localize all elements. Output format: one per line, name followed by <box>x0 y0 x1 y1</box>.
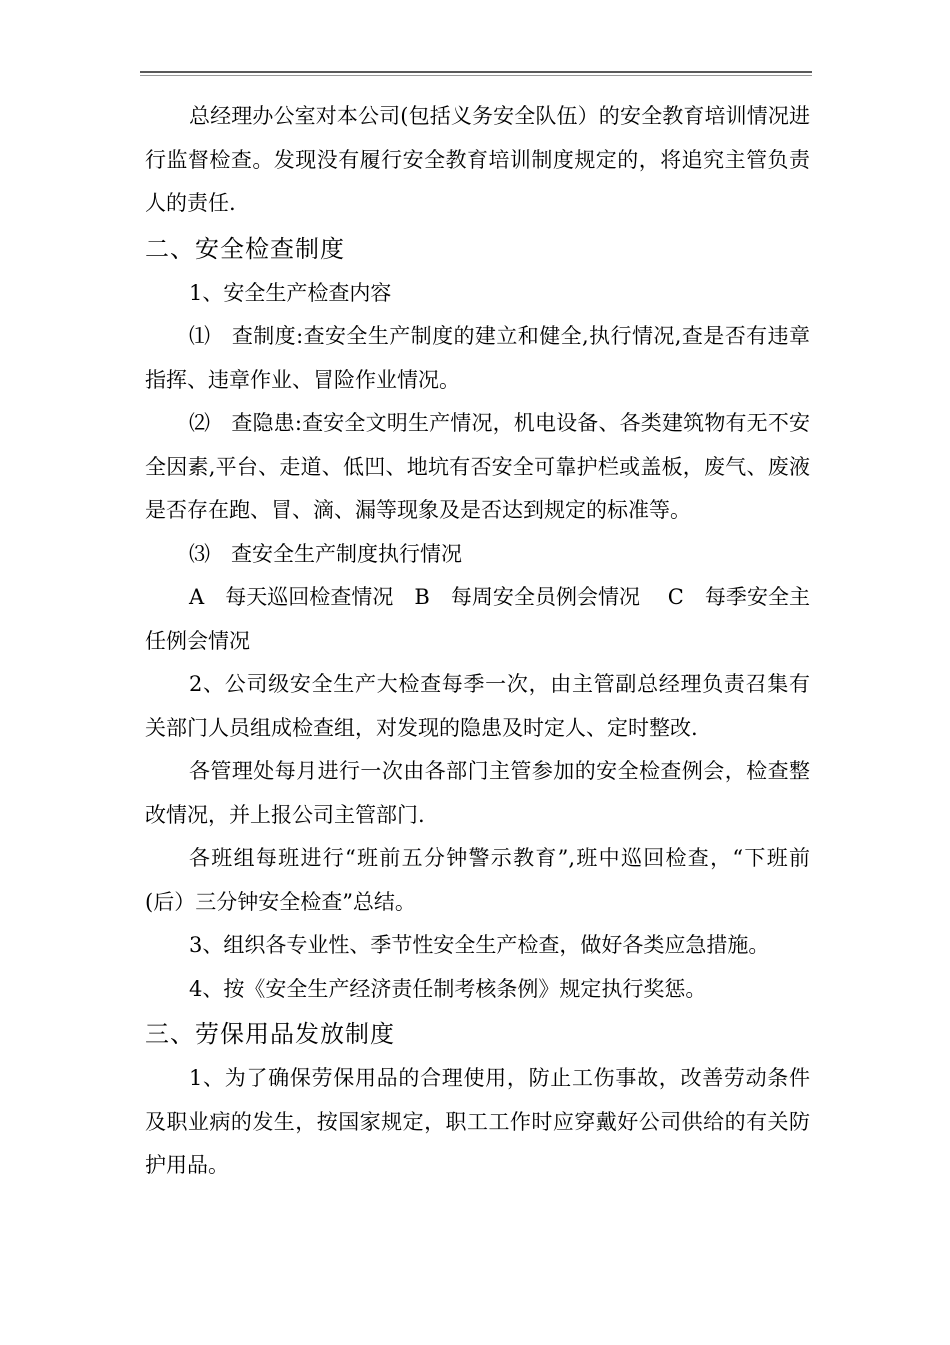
paragraph-company-inspection: 2、公司级安全生产大检查每季一次，由主管副总经理负责召集有关部门人员组成检查组，对发现的隐患及时定人、定时整改. <box>145 672 810 740</box>
paragraph-special-inspection: 3、组织各专业性、季节性安全生产检查，做好各类应急措施。 <box>189 933 770 957</box>
paragraph-shift-education: 各班组每班进行“班前五分钟警示教育”,班中巡回检查，“下班前(后）三分钟安全检查”总结。 <box>145 846 810 914</box>
item-check-execution: ⑶ 查安全生产制度执行情况 <box>189 541 462 566</box>
header-rule-thin <box>140 75 812 76</box>
paragraph-training-supervision: 总经理办公室对本公司(包括义务安全队伍）的安全教育培训情况进行监督检查。发现没有履行安全教育培训制度规定的，将追究主管负责人的责任. <box>145 104 810 215</box>
document-body <box>145 95 810 1188</box>
item-check-rules: ⑴ 查制度:查安全生产制度的建立和健全,执行情况,查是否有违章指挥、违章作业、冒险作业情况。 <box>145 324 810 392</box>
paragraph-monthly-meeting: 各管理处每月进行一次由各部门主管参加的安全检查例会，检查整改情况，并上报公司主管部门. <box>145 759 810 827</box>
header-rule <box>140 71 812 73</box>
paragraph-protective-equipment: 1、为了确保劳保用品的合理使用，防止工伤事故，改善劳动条件及职业病的发生，按国家规定，职工工作时应穿戴好公司供给的有关防护用品。 <box>145 1066 810 1177</box>
section-heading-protective-equipment: 三、劳保用品发放制度 <box>145 1020 395 1048</box>
subsection-inspection-content: 1、安全生产检查内容 <box>189 280 392 305</box>
section-heading-safety-inspection: 二、安全检查制度 <box>145 234 345 263</box>
paragraph-rewards: 4、按《安全生产经济责任制考核条例》规定执行奖惩。 <box>189 976 707 1001</box>
item-check-hazards: ⑵ 查隐患:查安全文明生产情况，机电设备、各类建筑物有无不安全因素,平台、走道、低凹、地坑有否安全可靠护栏或盖板，废气、废液是否存在跑、冒、滴、漏等现象及是否达到规定的标准等。 <box>145 411 810 522</box>
item-inspection-frequency: A 每天巡回检查情况 B 每周安全员例会情况 C 每季安全主任例会情况 <box>145 585 810 653</box>
